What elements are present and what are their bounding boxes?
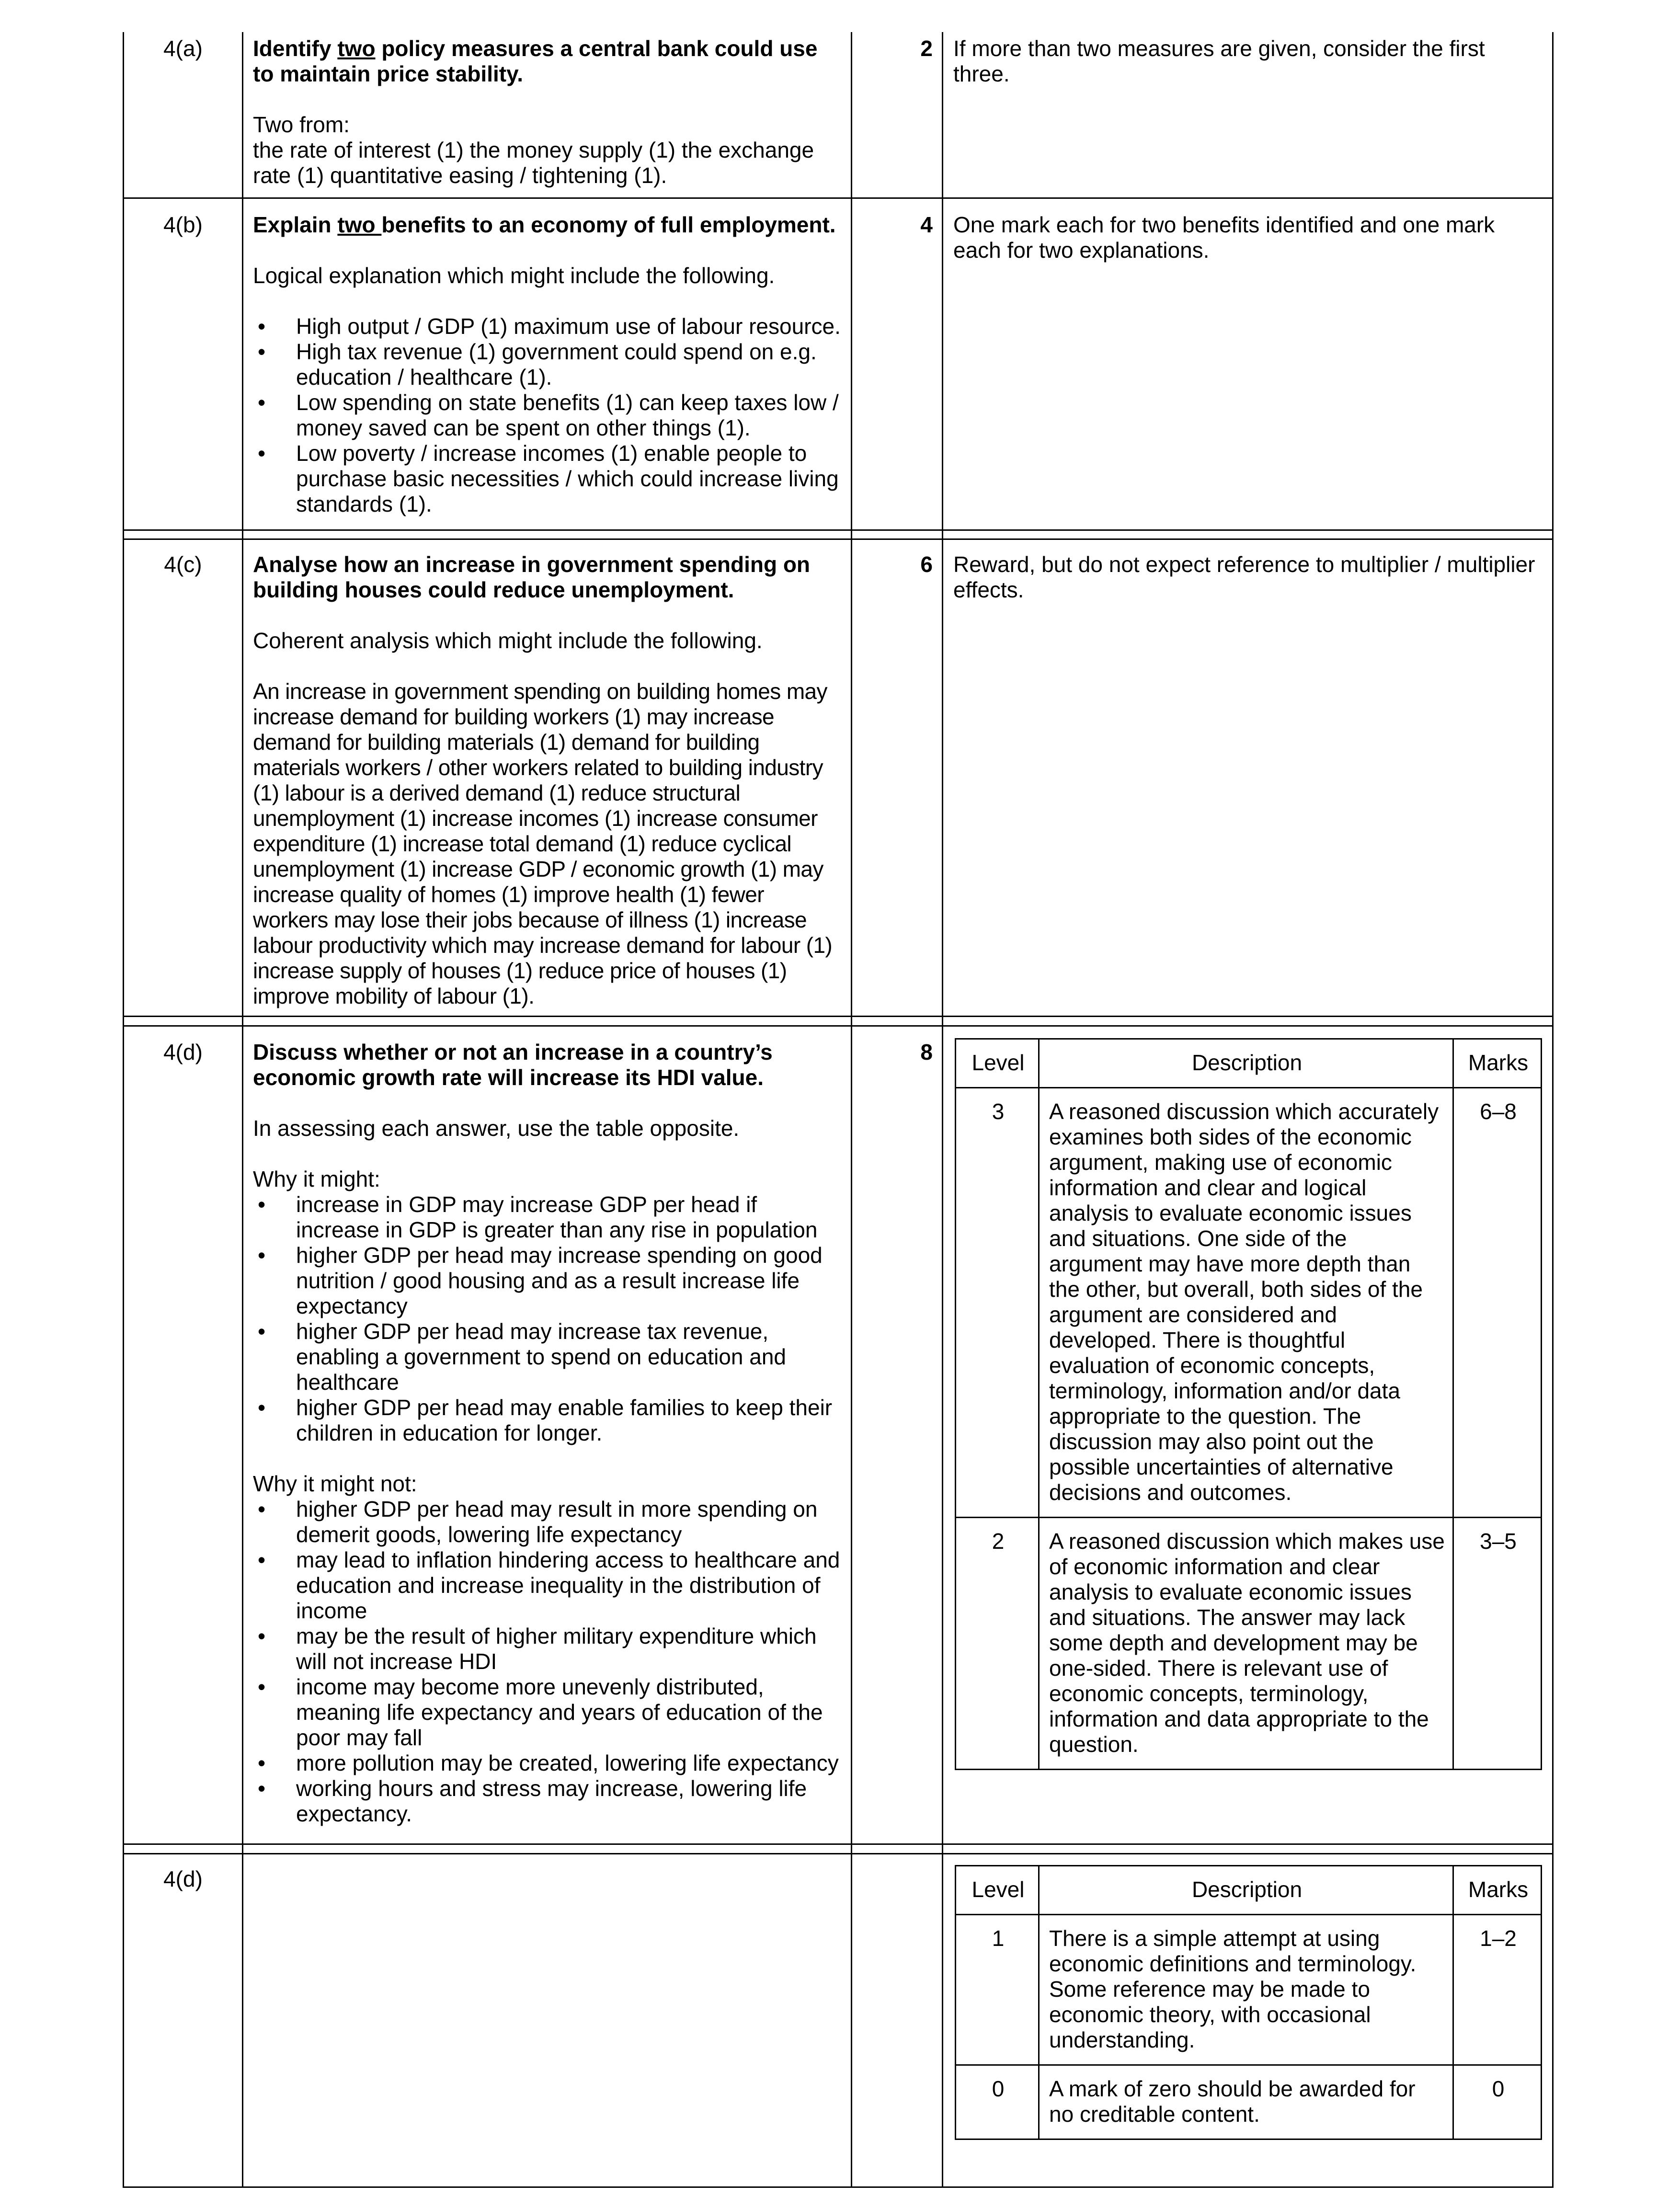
list-item: • may be the result of higher military expenditure which will not increase HDI bbox=[253, 1624, 842, 1674]
description-cell: A reasoned discussion which makes use of economic information and clear analysis to evaluate economic issues and situations. The answer may lack some depth and development may be one-sided. There is relevant use of economic concepts, terminology, information and data appropriate to the question. bbox=[1039, 1518, 1453, 1770]
row-divider-4a bbox=[123, 197, 1554, 199]
answer-intro: Two from: bbox=[253, 112, 350, 137]
table-border-right bbox=[1552, 32, 1554, 2188]
list-item: • Low poverty / increase incomes (1) enable people to purchase basic necessities / which could increase living standards (1). bbox=[253, 441, 842, 517]
level-cell: 2 bbox=[956, 1518, 1039, 1770]
answer-text: the rate of interest (1) the money supply (1) the exchange rate (1) quantitative easing / tightening (1). bbox=[253, 137, 814, 188]
column-divider-3 bbox=[942, 32, 943, 2188]
question-text: Analyse how an increase in government spending on building houses could reduce unemployment. bbox=[253, 552, 811, 602]
row-divider-4c-bottom bbox=[123, 1025, 1554, 1027]
table-row bbox=[956, 1088, 1542, 1518]
list-item: • higher GDP per head may result in more spending on demerit goods, lowering life expectancy bbox=[253, 1497, 842, 1547]
level-cell: 3 bbox=[956, 1088, 1039, 1518]
row-divider-4c-top bbox=[123, 1016, 1554, 1017]
row-divider-4b-bottom bbox=[123, 538, 1554, 540]
why-bullet-list bbox=[253, 1192, 842, 1446]
level-table bbox=[955, 1038, 1542, 1770]
row-divider-4d-bottom bbox=[123, 1853, 1554, 1854]
question-number: 4(c) bbox=[164, 552, 202, 577]
question-4c-content bbox=[253, 552, 842, 1009]
marks-value: 6 bbox=[920, 552, 933, 577]
question-4a-content bbox=[253, 36, 842, 188]
row-divider-4b-top bbox=[123, 529, 1554, 531]
description-cell: A reasoned discussion which accurately examines both sides of the economic argument, making use of economic information and clear and logical analysis to evaluate economic issues and situations. One side of the argument may have more depth than the other, but overall, both sides of the argument are considered and developed. There is thoughtful evaluation of economic concepts, terminology, information and/or data appropriate to the question. The discussion may also point out the possible uncertainties of alternative decisions and outcomes. bbox=[1039, 1088, 1453, 1518]
answer-intro: In assessing each answer, use the table opposite. bbox=[253, 1116, 740, 1141]
question-number: 4(d) bbox=[163, 1040, 203, 1064]
guidance-text: One mark each for two benefits identified and one mark each for two explanations. bbox=[953, 212, 1495, 263]
marks-value: 4 bbox=[920, 212, 933, 237]
question-text: Discuss whether or not an increase in a country’s economic growth rate will increase its HDI value. bbox=[253, 1040, 773, 1090]
question-4b-content bbox=[253, 212, 842, 517]
list-item: • higher GDP per head may increase spending on good nutrition / good housing and as a result increase life expectancy bbox=[253, 1243, 842, 1319]
why-not-heading: Why it might not: bbox=[253, 1471, 417, 1496]
list-item: • higher GDP per head may increase tax revenue, enabling a government to spend on education and healthcare bbox=[253, 1319, 842, 1395]
row-divider-4d-top bbox=[123, 1843, 1554, 1845]
list-item: • High tax revenue (1) government could spend on e.g. education / healthcare (1). bbox=[253, 339, 842, 390]
answer-intro: Coherent analysis which might include the following. bbox=[253, 628, 763, 653]
marks-cell: 6–8 bbox=[1453, 1088, 1542, 1518]
table-header-row bbox=[956, 1039, 1542, 1088]
description-cell: There is a simple attempt at using economic definitions and terminology. Some reference may be made to economic theory, with occasional understanding. bbox=[1039, 1915, 1453, 2065]
question-text: Explain two benefits to an economy of full employment. bbox=[253, 212, 836, 237]
description-cell: A mark of zero should be awarded for no creditable content. bbox=[1039, 2065, 1453, 2139]
question-number: 4(d) bbox=[163, 1866, 203, 1891]
list-item: • High output / GDP (1) maximum use of labour resource. bbox=[253, 314, 842, 339]
guidance-text: Reward, but do not expect reference to multiplier / multiplier effects. bbox=[953, 552, 1535, 602]
guidance-text: If more than two measures are given, consider the first three. bbox=[953, 36, 1485, 86]
marks-cell: 3–5 bbox=[1453, 1518, 1542, 1770]
list-item: • may lead to inflation hindering access to healthcare and education and increase inequality in the distribution of income bbox=[253, 1547, 842, 1624]
marks-value: 2 bbox=[920, 36, 933, 61]
header-description: Description bbox=[1039, 1039, 1453, 1088]
list-item: • Low spending on state benefits (1) can keep taxes low / money saved can be spent on other things (1). bbox=[253, 390, 842, 441]
table-border-left bbox=[123, 32, 124, 2188]
question-number: 4(b) bbox=[163, 212, 203, 237]
column-divider-2 bbox=[851, 32, 852, 2188]
header-marks: Marks bbox=[1453, 1866, 1542, 1915]
list-item: • working hours and stress may increase, lowering life expectancy. bbox=[253, 1776, 842, 1827]
level-cell: 1 bbox=[956, 1915, 1039, 2065]
column-divider-1 bbox=[242, 32, 243, 2188]
answer-bullet-list bbox=[253, 314, 842, 517]
list-item: • more pollution may be created, lowering life expectancy bbox=[253, 1750, 842, 1776]
table-row bbox=[956, 1915, 1542, 2065]
table-row bbox=[956, 1518, 1542, 1770]
list-item: • income may become more unevenly distributed, meaning life expectancy and years of education of the poor may fall bbox=[253, 1674, 842, 1750]
question-number: 4(a) bbox=[163, 36, 203, 61]
answer-text: An increase in government spending on building homes may increase demand for building workers (1) may increase demand for building materials (1) demand for building materials workers / other workers related to building industry (1) labour is a derived demand (1) reduce structural unemployment (1) increase incomes (1) increase consumer expenditure (1) increase total demand (1) reduce cyclical unemployment (1) increase GDP / economic growth (1) may increase quality of homes (1) improve health (1) fewer workers may lose their jobs because of illness (1) increase labour productivity which may increase demand for labour (1) increase supply of houses (1) reduce price of houses (1) improve mobility of labour (1). bbox=[253, 679, 833, 1008]
header-description: Description bbox=[1039, 1866, 1453, 1915]
marks-value: 8 bbox=[920, 1040, 933, 1064]
list-item: • increase in GDP may increase GDP per head if increase in GDP is greater than any rise in population bbox=[253, 1192, 842, 1243]
marks-cell: 0 bbox=[1453, 2065, 1542, 2139]
level-table-continued bbox=[955, 1865, 1542, 2140]
table-header-row bbox=[956, 1866, 1542, 1915]
answer-intro: Logical explanation which might include the following. bbox=[253, 263, 775, 288]
why-not-bullet-list bbox=[253, 1497, 842, 1827]
header-marks: Marks bbox=[1453, 1039, 1542, 1088]
question-4d-content bbox=[253, 1040, 842, 1827]
question-text: Identify two policy measures a central bank could use to maintain price stability. bbox=[253, 36, 818, 86]
table-border-bottom bbox=[123, 2186, 1554, 2188]
header-level: Level bbox=[956, 1039, 1039, 1088]
marks-cell: 1–2 bbox=[1453, 1915, 1542, 2065]
table-row bbox=[956, 2065, 1542, 2139]
header-level: Level bbox=[956, 1866, 1039, 1915]
list-item: • higher GDP per head may enable families to keep their children in education for longer. bbox=[253, 1395, 842, 1446]
why-heading: Why it might: bbox=[253, 1167, 380, 1191]
level-cell: 0 bbox=[956, 2065, 1039, 2139]
